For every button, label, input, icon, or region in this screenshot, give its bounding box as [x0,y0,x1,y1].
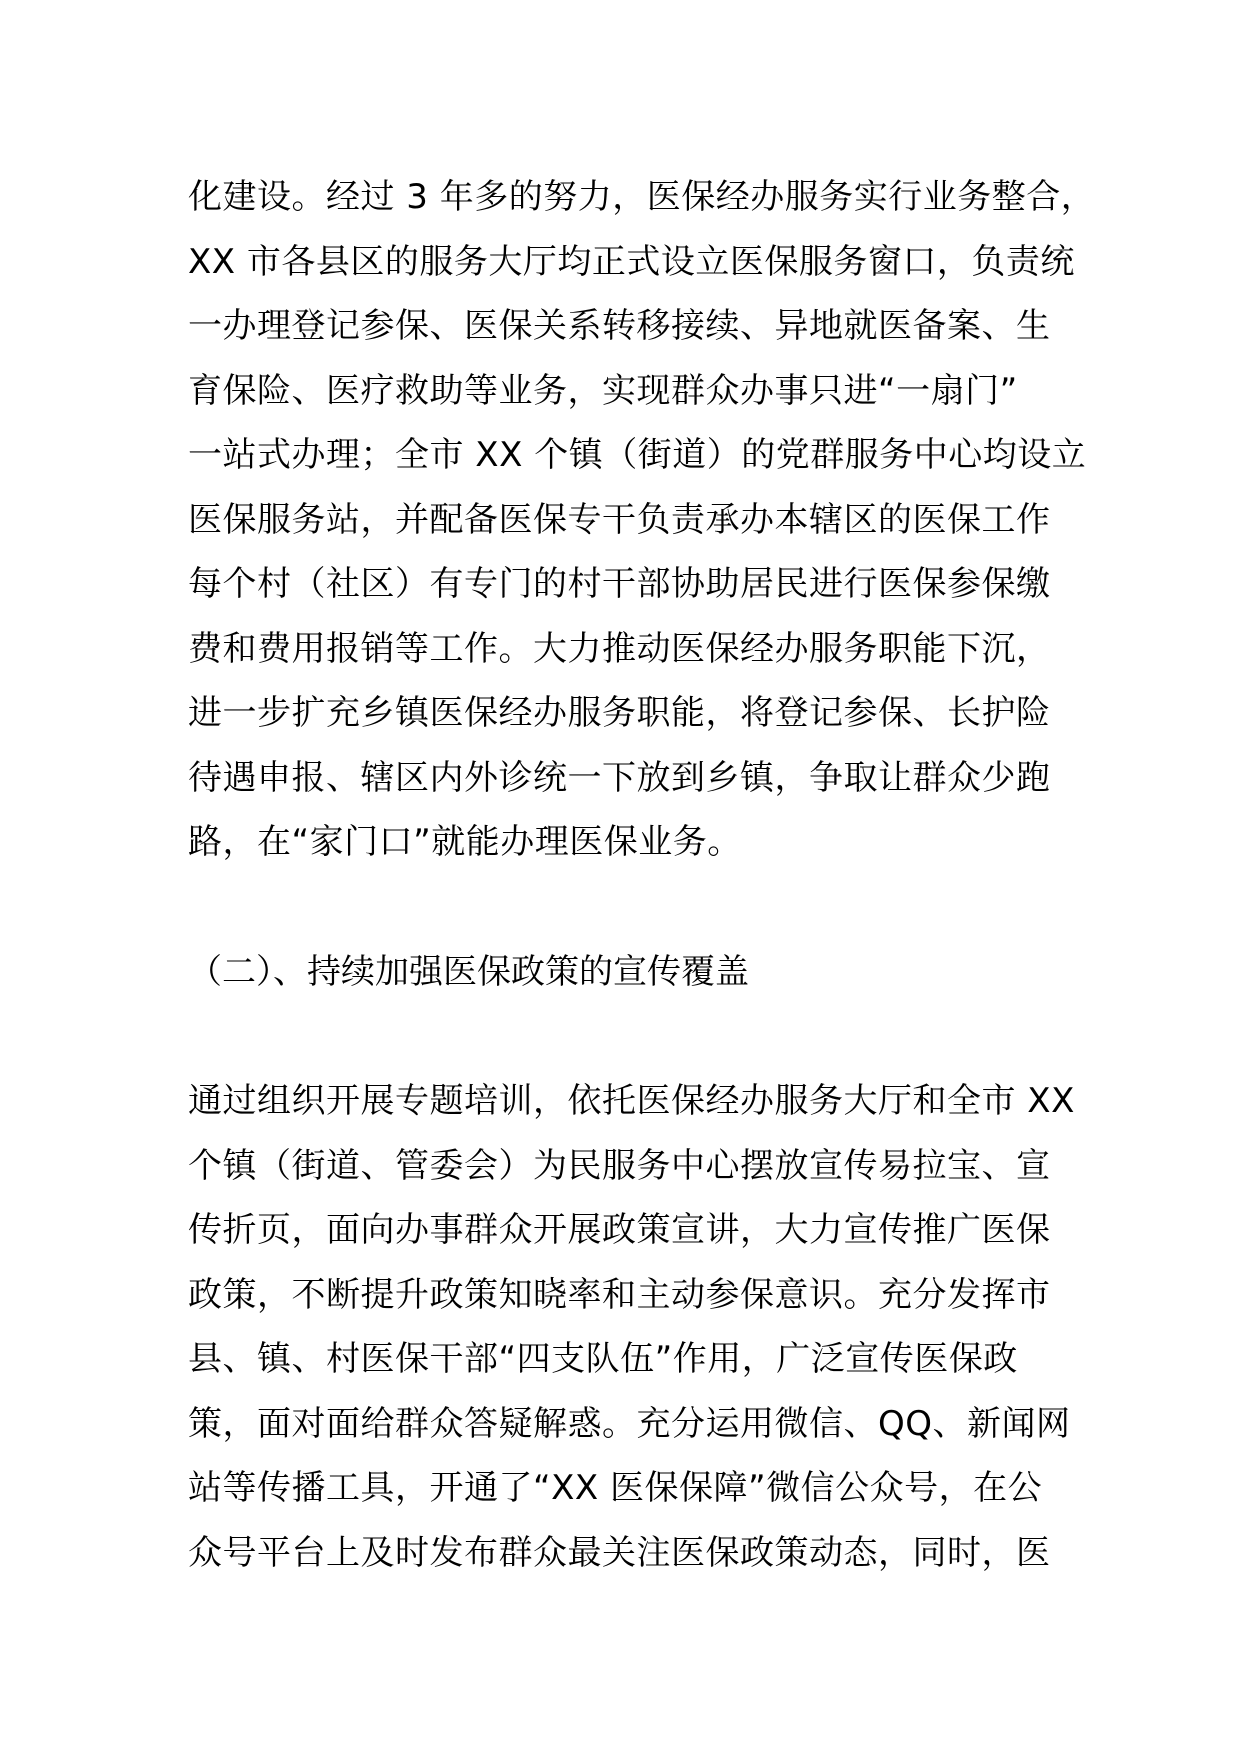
text-line: 医保服务站，并配备医保专干负责承办本辖区的医保工作 [188,499,1051,540]
text-line: 化建设。经过 3 年多的努力，医保经办服务实行业务整合， [188,177,1096,217]
section-heading: （二）、持续加强医保政策的宣传覆盖 [188,951,749,992]
text-line: 一办理登记参保、医保关系转移接续、异地就医备案、生 [188,306,1051,346]
text-line: 通过组织开展专题培训，依托医保经办服务大厅和全市 XX [188,1081,1075,1121]
text-line: 众号平台上及时发布群众最关注医保政策动态，同时，医 [188,1532,1051,1573]
text-line: 进一步扩充乡镇医保经办服务职能，将登记参保、长护险 [188,693,1051,733]
text-line: 政策，不断提升政策知晓率和主动参保意识。充分发挥市 [188,1274,1051,1315]
document-page [188,165,1096,1585]
text-line: 一站式办理；全市 XX 个镇（街道）的党群服务中心均设立 [188,435,1087,475]
text-line: 待遇申报、辖区内外诊统一下放到乡镇，争取让群众少跑 [188,757,1051,798]
text-line: 每个村（社区）有专门的村干部协助居民进行医保参保缴 [188,564,1051,604]
text-line: 传折页，面向办事群众开展政策宣讲，大力宣传推广医保 [188,1210,1051,1250]
paragraph-policy-publicity [188,1069,1075,1585]
text-line: XX 市各县区的服务大厅均正式设立医保服务窗口，负责统 [188,241,1075,282]
paragraph-spacing [188,875,1068,940]
paragraph-service-integration [188,165,1096,875]
text-line: 育保险、医疗救助等业务，实现群众办事只进“一扇门” [188,370,1018,411]
text-line: 费和费用报销等工作。大力推动医保经办服务职能下沉， [188,628,1051,669]
paragraph-spacing [188,1004,1068,1069]
text-line: 个镇（街道、管委会）为民服务中心摆放宣传易拉宝、宣 [188,1145,1051,1186]
text-line: 县、镇、村医保干部“四支队伍”作用，广泛宣传医保政 [188,1339,1018,1379]
text-line: 站等传播工具，开通了“XX 医保保障”微信公众号，在公 [188,1468,1043,1508]
text-line: 策，面对面给群众答疑解惑。充分运用微信、QQ、新闻网 [188,1403,1071,1444]
text-line: 路，在“家门口”就能办理医保业务。 [188,822,742,862]
